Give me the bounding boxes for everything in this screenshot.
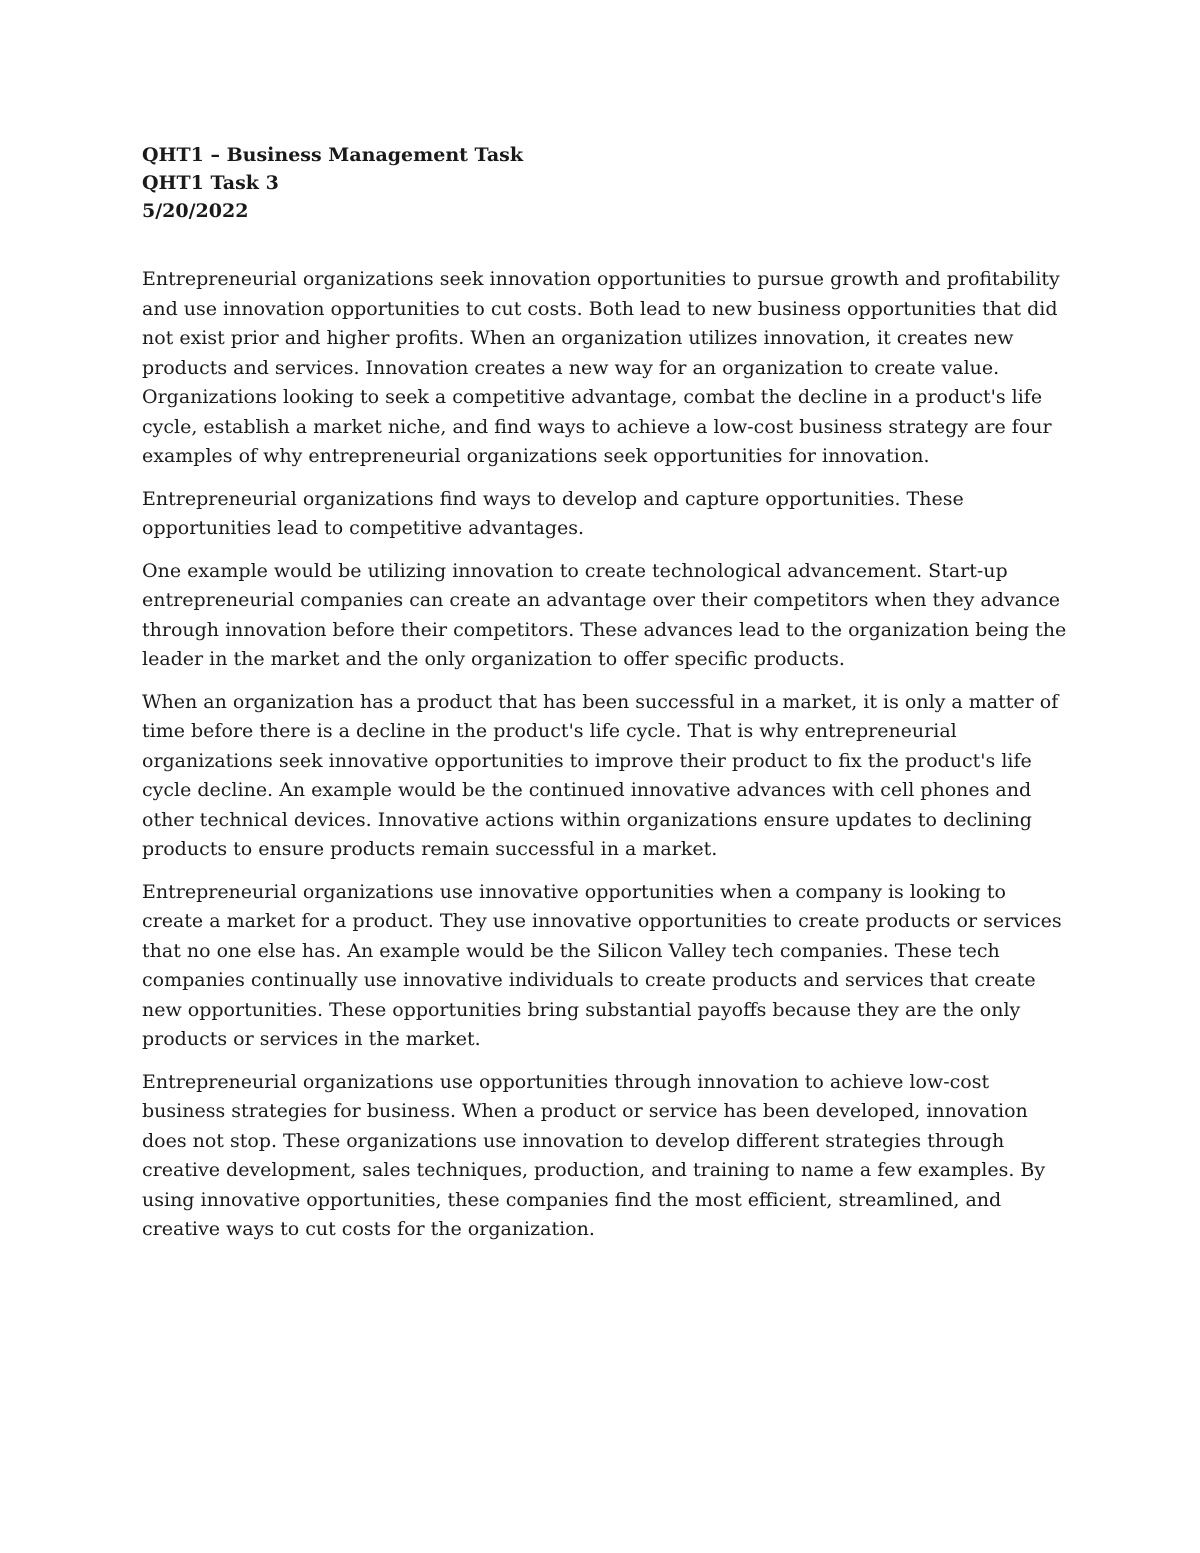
paragraph: Entrepreneurial organizations use opportunities through innovation to achieve low-cost business strategies for business. When a product or service has been developed, innovation does not stop. These organizations use innovation to develop different strategies through creative development, sales techniques, production, and training to name a few examples. By using innovative opportunities, these companies find the most efficient, streamlined, and creative ways to cut costs for the organization. xyxy=(142,1070,1046,1240)
document-date: 5/20/2022 xyxy=(142,200,249,222)
paragraph: Entrepreneurial organizations find ways to develop and capture opportunities. These opportunities lead to competitive advantages. xyxy=(142,487,964,539)
paragraph: When an organization has a product that has been successful in a market, it is only a matter of time before there is a decline in the product's life cycle. That is why entrepreneurial organizations seek innovative opportunities to improve their product to fix the product's life cycle decline. An example would be the continued innovative advances with cell phones and other technical devices. Innovative actions within organizations ensure updates to declining products to ensure products remain successful in a market. xyxy=(142,690,1059,860)
document-body xyxy=(142,141,1072,1258)
paragraph: Entrepreneurial organizations use innovative opportunities when a company is looking to create a market for a product. They use innovative opportunities to create products or services that no one else has. An example would be the Silicon Valley tech companies. These tech companies continually use innovative individuals to create products and services that create new opportunities. These opportunities bring substantial payoffs because they are the only products or services in the market. xyxy=(142,880,1062,1050)
paragraph: One example would be utilizing innovation to create technological advancement. Start-up entrepreneurial companies can create an advantage over their competitors when they advance through innovation before their competitors. These advances lead to the organization being the leader in the market and the only organization to offer specific products. xyxy=(142,559,1067,670)
task-title: QHT1 Task 3 xyxy=(142,172,279,194)
document-header xyxy=(142,141,1072,225)
course-title: QHT1 – Business Management Task xyxy=(142,144,524,166)
paragraph: Entrepreneurial organizations seek innovation opportunities to pursue growth and profitability and use innovation opportunities to cut costs. Both lead to new business opportunities that did not exist prior and higher profits. When an organization utilizes innovation, it creates new products and services. Innovation creates a new way for an organization to create value. Organizations looking to seek a competitive advantage, combat the decline in a product's life cycle, establish a market niche, and find ways to achieve a low-cost business strategy are four examples of why entrepreneurial organizations seek opportunities for innovation. xyxy=(142,268,1060,467)
